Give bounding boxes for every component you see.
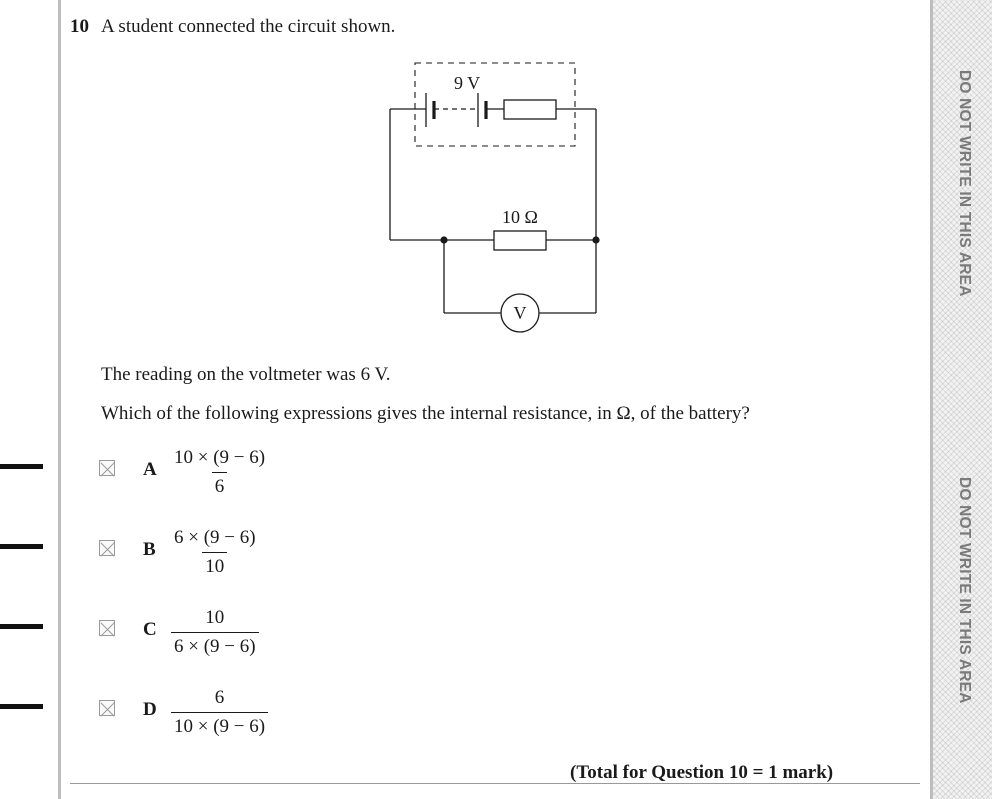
junction-right	[592, 236, 599, 243]
option-a-denominator: 6	[212, 472, 228, 498]
option-b-checkbox[interactable]	[99, 540, 115, 556]
junction-left	[440, 236, 447, 243]
option-b-denominator: 10	[202, 552, 227, 578]
margin-tick-a	[0, 464, 43, 469]
question-number: 10	[70, 16, 89, 37]
option-b-fraction	[171, 527, 259, 578]
external-resistor	[494, 231, 546, 250]
option-d-fraction	[171, 687, 268, 738]
battery-enclosure	[415, 63, 575, 146]
question-stem: A student connected the circuit shown.	[101, 16, 396, 37]
option-a-checkbox[interactable]	[99, 460, 115, 476]
do-not-write-warning-bottom: DO NOT WRITE IN THIS AREA	[956, 477, 973, 704]
option-d-checkbox[interactable]	[99, 700, 115, 716]
voltmeter-reading-text: The reading on the voltmeter was 6 V.	[101, 364, 391, 385]
option-a-letter: A	[143, 459, 157, 480]
left-margin-rule	[58, 0, 61, 799]
option-a-numerator: 10 × (9 − 6)	[174, 447, 266, 468]
bottom-divider	[70, 783, 920, 784]
margin-tick-d	[0, 704, 43, 709]
option-c-checkbox[interactable]	[99, 620, 115, 636]
option-c-numerator: 10	[205, 607, 225, 628]
do-not-write-warning-top: DO NOT WRITE IN THIS AREA	[956, 70, 973, 297]
option-d-letter: D	[143, 699, 157, 720]
total-marks: (Total for Question 10 = 1 mark)	[570, 762, 834, 783]
option-a-fraction	[171, 447, 268, 498]
option-d-denominator: 10 × (9 − 6)	[171, 712, 268, 738]
circuit-diagram	[380, 55, 620, 340]
margin-tick-b	[0, 544, 43, 549]
option-c-fraction	[171, 607, 259, 658]
margin-tick-c	[0, 624, 43, 629]
question-prompt: Which of the following expressions gives the internal resistance, in Ω, of the battery?	[101, 403, 750, 424]
resistor-label: 10 Ω	[502, 207, 538, 227]
internal-resistor	[504, 100, 556, 119]
option-c-letter: C	[143, 619, 157, 640]
option-d-numerator: 6	[214, 687, 225, 708]
battery-emf-label: 9 V	[454, 73, 481, 93]
option-c-denominator: 6 × (9 − 6)	[171, 632, 259, 658]
voltmeter-label: V	[513, 303, 527, 323]
option-b-letter: B	[143, 539, 156, 560]
option-b-numerator: 6 × (9 − 6)	[174, 527, 256, 548]
